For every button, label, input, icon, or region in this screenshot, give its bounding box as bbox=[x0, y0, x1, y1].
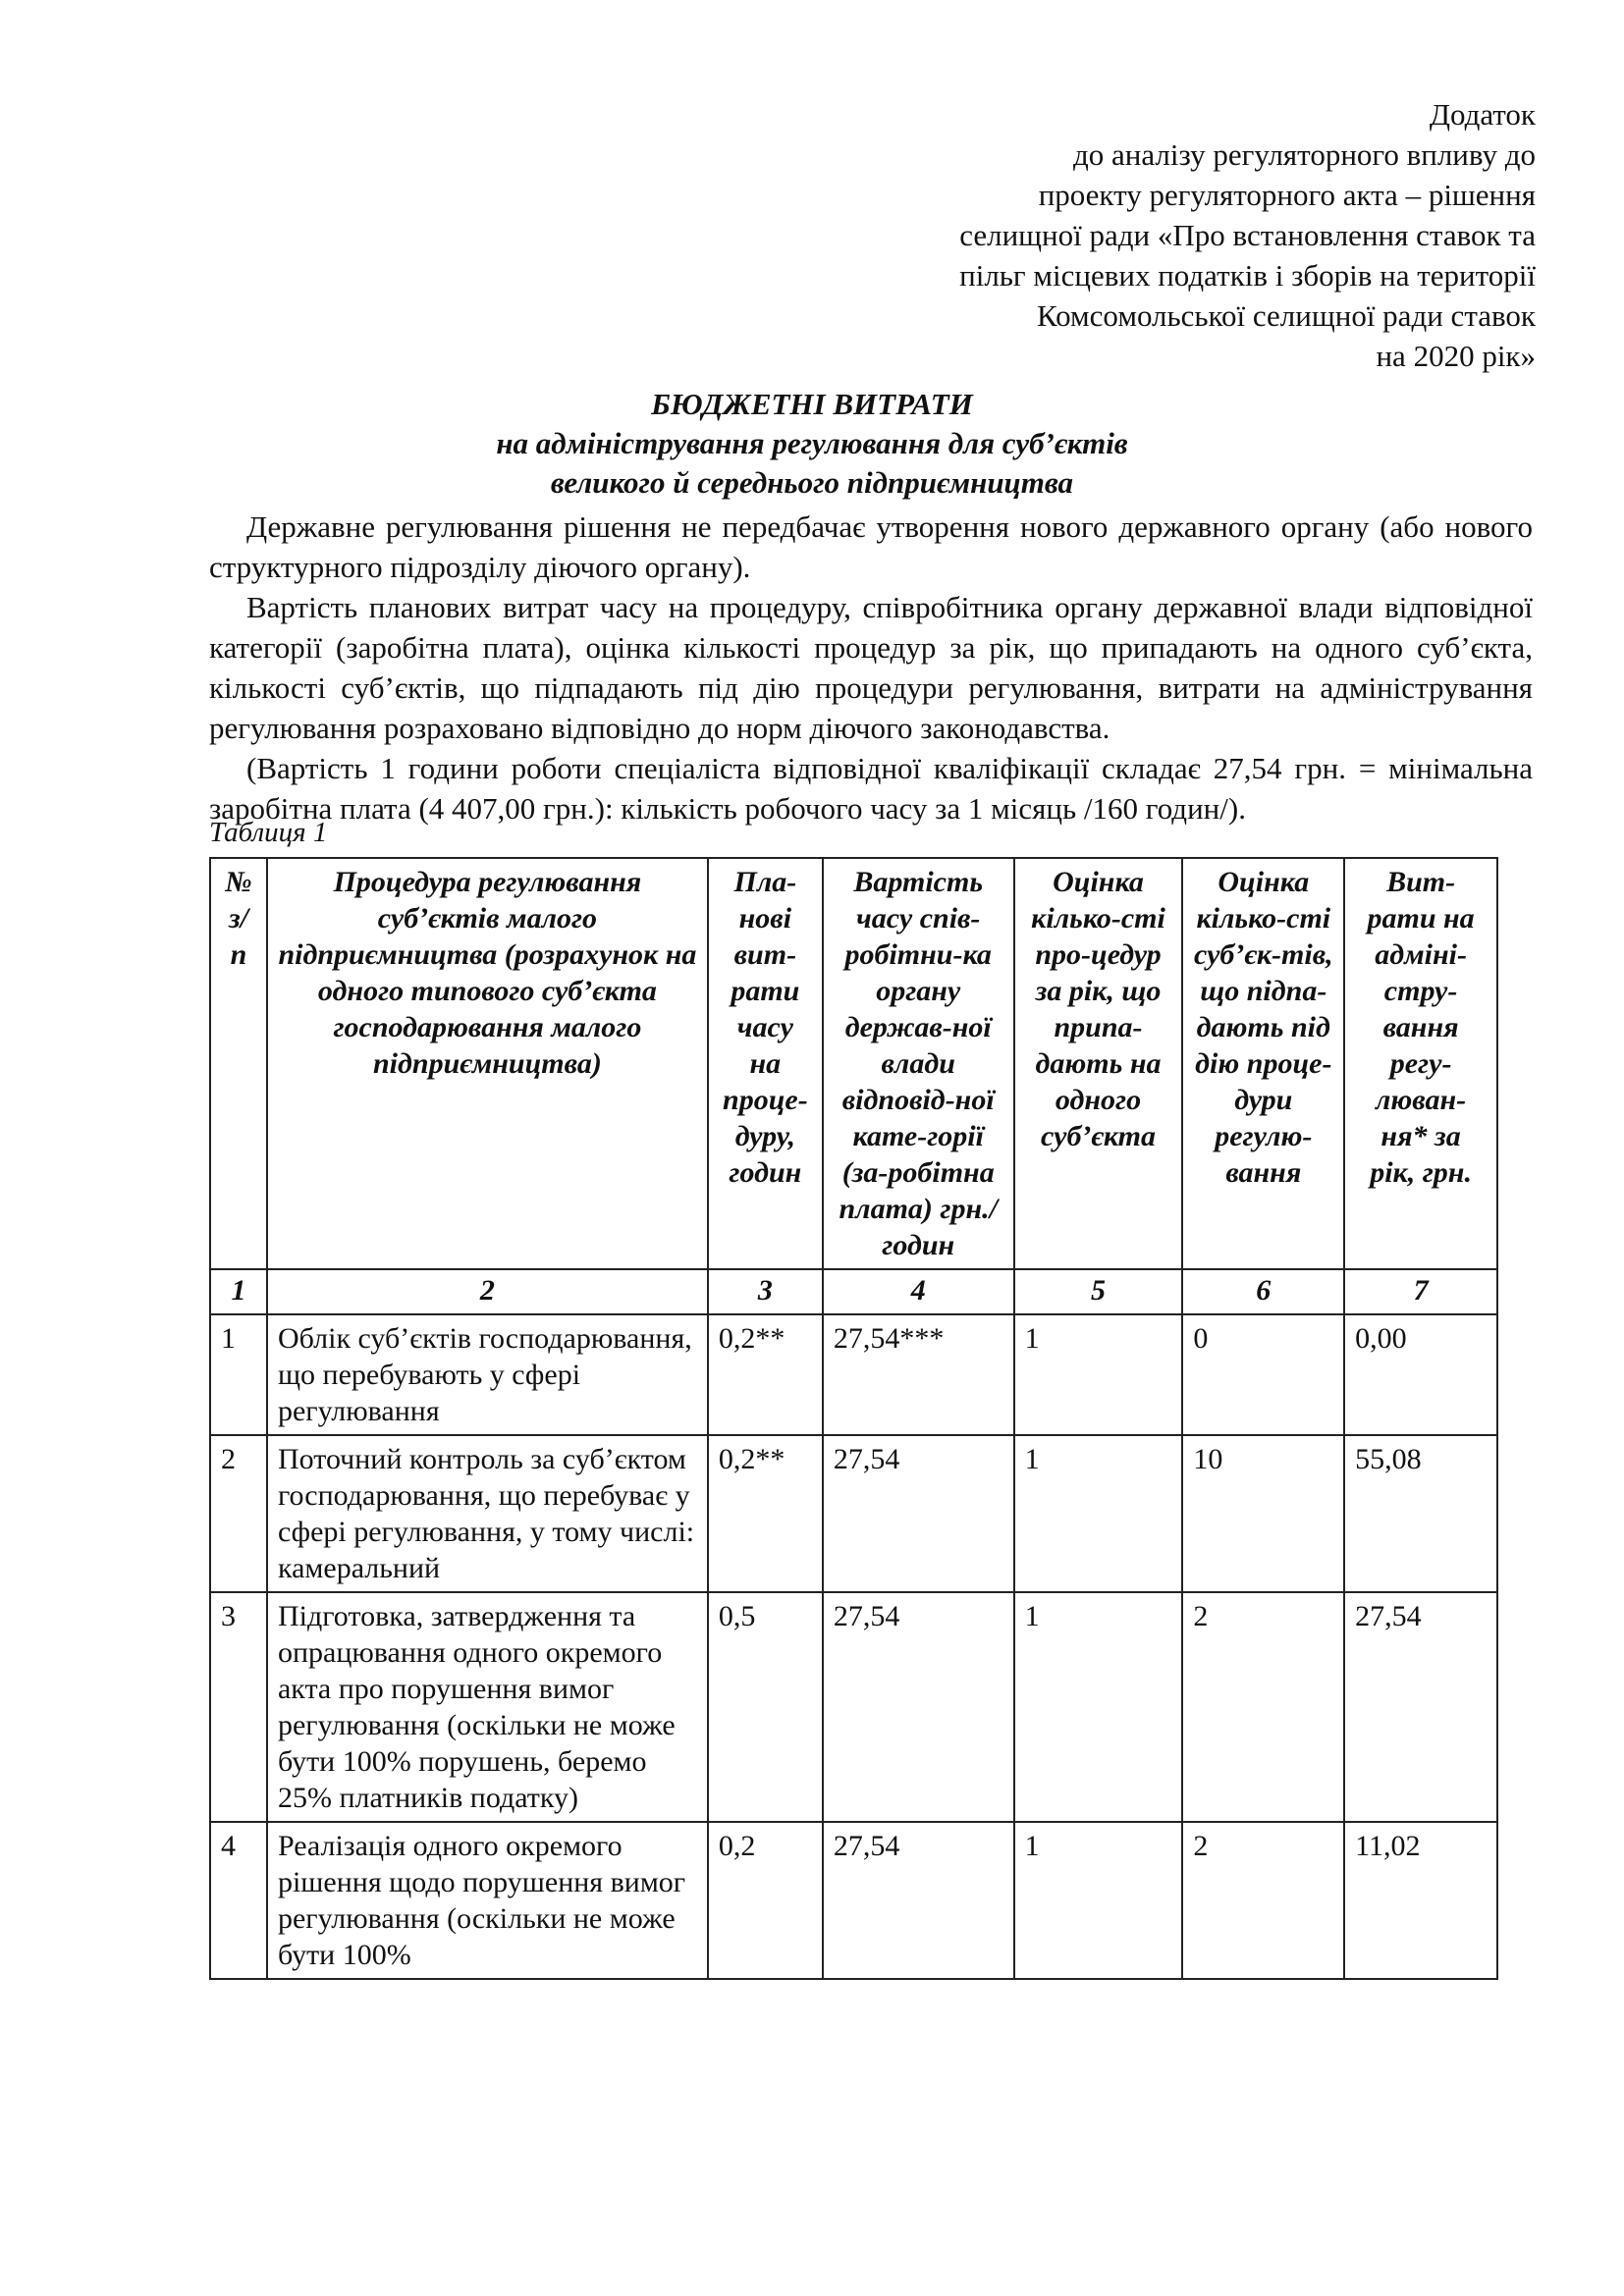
index-cell: 7 bbox=[1344, 1269, 1497, 1314]
total-cell: 0,00 bbox=[1344, 1314, 1497, 1435]
header-cell: Пла-нові вит-рати часу на проце-дуру, годин bbox=[708, 858, 823, 1269]
time-cell: 0,2** bbox=[708, 1435, 823, 1592]
subjects-cell: 2 bbox=[1182, 1592, 1344, 1822]
header-cell: № з/п bbox=[210, 858, 267, 1269]
table-row bbox=[210, 1314, 1497, 1435]
title-subtitle-line1: на адміністрування регулювання для суб’єктів bbox=[496, 426, 1128, 460]
row-number: 2 bbox=[210, 1435, 267, 1592]
index-cell: 1 bbox=[210, 1269, 267, 1314]
row-number: 4 bbox=[210, 1822, 267, 1979]
index-cell: 6 bbox=[1182, 1269, 1344, 1314]
cost-cell: 27,54 bbox=[823, 1822, 1014, 1979]
table-row bbox=[210, 1435, 1497, 1592]
body-text bbox=[209, 507, 1533, 828]
header-line: до аналізу регуляторного впливу до bbox=[1073, 137, 1536, 172]
header-cell: Оцінка кілько-сті суб’єк-тів, що підпа-дають під дію проце-дури регулю-вання bbox=[1182, 858, 1344, 1269]
procedure-cell: Підготовка, затвердження та опрацювання одного окремого акта про порушення вимог регулювання (оскільки не може бути 100% порушень, беремо 25% платників податку) bbox=[267, 1592, 708, 1822]
subjects-cell: 0 bbox=[1182, 1314, 1344, 1435]
header-line: на 2020 рік» bbox=[1376, 339, 1536, 373]
document-title bbox=[0, 385, 1624, 503]
subjects-cell: 10 bbox=[1182, 1435, 1344, 1592]
index-cell: 3 bbox=[708, 1269, 823, 1314]
table-caption: Таблиця 1 bbox=[209, 817, 328, 848]
procedure-cell: Поточний контроль за суб’єктом господарювання, що перебуває у сфері регулювання, у тому числі: камеральний bbox=[267, 1435, 708, 1592]
table-row bbox=[210, 1592, 1497, 1822]
header-line: Комсомольської селищної ради ставок bbox=[1037, 298, 1536, 333]
header-line: Додаток bbox=[1429, 97, 1536, 132]
time-cell: 0,5 bbox=[708, 1592, 823, 1822]
paragraph: Державне регулювання рішення не передбачає утворення нового державного органу (або нового структурного підрозділу діючого органу). bbox=[209, 509, 1533, 584]
header-cell: Процедура регулювання суб’єктів малого підприємництва (розрахунок на одного типового суб’єкта господарювання малого підприємництва) bbox=[267, 858, 708, 1269]
paragraph: Вартість планових витрат часу на процедуру, співробітника органу державної влади відповідної категорії (заробітна плата), оцінка кількості процедур за рік, що припадають на одного суб’єкта, кількості суб’єктів, що підпадають під дію процедури регулювання, витрати на адміністрування регулювання розраховано відповідно до норм діючого законодавства. bbox=[209, 590, 1533, 745]
budget-costs-table bbox=[209, 857, 1498, 1980]
header-cell: Вартість часу спів-робітни-ка органу держав-ної влади відповід-ної кате-горії (за-робітна плата) грн./ годин bbox=[823, 858, 1014, 1269]
time-cell: 0,2 bbox=[708, 1822, 823, 1979]
table-header-row bbox=[210, 858, 1497, 1269]
cost-cell: 27,54 bbox=[823, 1435, 1014, 1592]
cost-cell: 27,54*** bbox=[823, 1314, 1014, 1435]
count-cell: 1 bbox=[1014, 1314, 1183, 1435]
count-cell: 1 bbox=[1014, 1822, 1183, 1979]
header-line: селищної ради «Про встановлення ставок та bbox=[959, 218, 1536, 252]
procedure-cell: Облік суб’єктів господарювання, що перебувають у сфері регулювання bbox=[267, 1314, 708, 1435]
header-line: пільг місцевих податків і зборів на території bbox=[959, 258, 1536, 293]
header-cell: Вит-рати на адміні-стру-вання регу-люван-ня* за рік, грн. bbox=[1344, 858, 1497, 1269]
title-subtitle-line2: великого й середнього підприємництва bbox=[550, 465, 1074, 500]
column-index-row bbox=[210, 1269, 1497, 1314]
title-main: БЮДЖЕТНІ ВИТРАТИ bbox=[651, 387, 973, 421]
row-number: 3 bbox=[210, 1592, 267, 1822]
table-row bbox=[210, 1822, 1497, 1979]
count-cell: 1 bbox=[1014, 1592, 1183, 1822]
index-cell: 5 bbox=[1014, 1269, 1183, 1314]
time-cell: 0,2** bbox=[708, 1314, 823, 1435]
total-cell: 55,08 bbox=[1344, 1435, 1497, 1592]
header-line: проекту регуляторного акта – рішення bbox=[1038, 178, 1536, 212]
index-cell: 4 bbox=[823, 1269, 1014, 1314]
appendix-header bbox=[829, 94, 1536, 376]
header-cell: Оцінка кілько-сті про-цедур за рік, що припа-дають на одного суб’єкта bbox=[1014, 858, 1183, 1269]
cost-cell: 27,54 bbox=[823, 1592, 1014, 1822]
paragraph: (Вартість 1 години роботи спеціаліста відповідної кваліфікації складає 27,54 грн. = мінімальна заробітна плата (4 407,00 грн.): кількість робочого часу за 1 місяць /160 годин/). bbox=[209, 751, 1533, 826]
index-cell: 2 bbox=[267, 1269, 708, 1314]
total-cell: 11,02 bbox=[1344, 1822, 1497, 1979]
total-cell: 27,54 bbox=[1344, 1592, 1497, 1822]
subjects-cell: 2 bbox=[1182, 1822, 1344, 1979]
count-cell: 1 bbox=[1014, 1435, 1183, 1592]
row-number: 1 bbox=[210, 1314, 267, 1435]
procedure-cell: Реалізація одного окремого рішення щодо порушення вимог регулювання (оскільки не може бути 100% bbox=[267, 1822, 708, 1979]
